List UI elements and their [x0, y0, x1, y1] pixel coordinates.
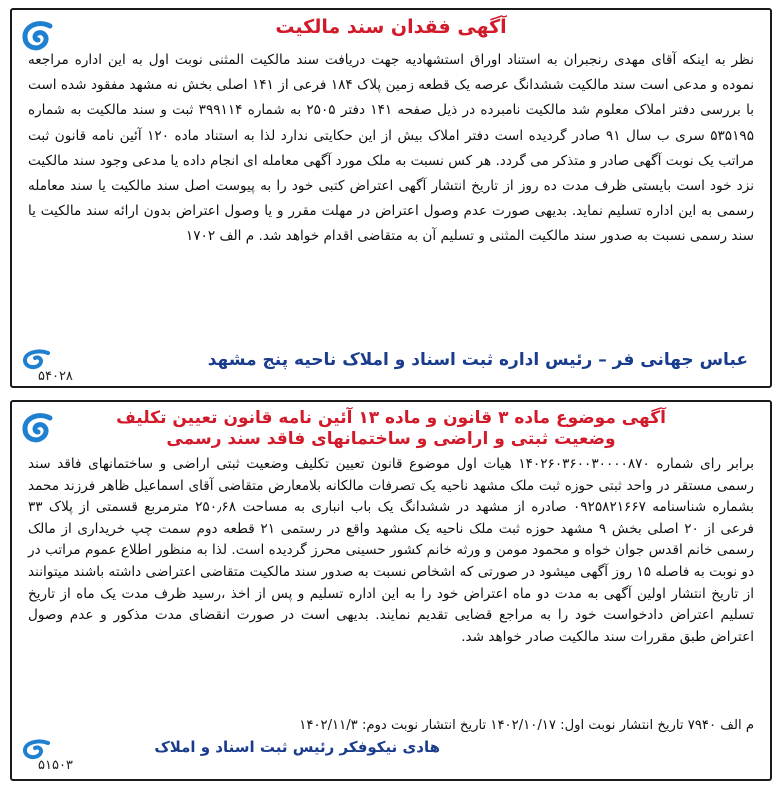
- notice2-title: [72, 408, 710, 450]
- notice1-body: نظر به اینکه آقای مهدی رنجبران به استناد اوراق استشهادیه جهت دریافت سند مالکیت المثنی نوبت اول به این اداره مراجعه نموده و مدعی است سند مالکیت ششدانگ عرصه یک قطعه زمین پلاک ۱۸۴ فرعی از ۱۴۱ اصلی بخش نه مشهد مفقود شده است با بررسی دفتر املاک معلوم شد مالکیت نامبرده در ذیل صفحه ۱۴۱ دفتر ۲۵۰۵ به شماره ۳۹۹۱۱۴ ثبت و سند مالکیت به شماره ۵۳۵۱۹۵ سری ب سال ۹۱ صادر گردیده است دفتر املاک بیش از این حکایتی ندارد لذا به استناد ماده ۱۲۰ آئین نامه قانون ثبت مراتب یک نوبت آگهی صادر و متذکر می گردد. هر کس نسبت به ملک مورد آگهی معامله ای انجام داده یا مدعی وجود سند مالکیت نزد خود است بایستی ظرف مدت ده روز از تاریخ انتشار آگهی اعتراض کتبی خود را به پیوست اصل سند مالکیت یا سند معامله رسمی به این اداره تسلیم نماید. بدیهی صورت عدم وصول اعتراض در مهلت مقرر و یا وصول اعتراض بدون ارائه سند مالکیت یا سند رسمی نسبت به صدور سند مالکیت المثنی و تسلیم آن به متقاضی اقدام خواهد شد. م الف ۱۷۰۲: [28, 52, 755, 245]
- notice1-signature: عباس جهانی فر – رئیس اداره ثبت اسناد و املاک ناحیه پنج مشهد: [207, 350, 748, 370]
- notice2-body: برابر رای شماره ۱۴۰۲۶۰۳۶۰۰۳۰۰۰۰۸۷۰ هیات اول موضوع قانون تعیین تکلیف وضعیت ثبتی اراضی و ساختمانهای فاقد سند رسمی مستقر در واحد ثبتی حوزه ثبت ملک مشهد ناحیه یک تصرفات مالکانه بلامعارض متقاضی آقای اسماعیل ظاهر فرزند محمد بشماره شناسنامه ۰۹۲۵۸۲۱۶۶۷ صادره از مشهد در ششدانگ یک باب انباری به مساحت ۲۵۰٫۶۸ مترمربع قسمتی از پلاک ۳۳ فرعی از ۲۰ اصلی بخش ۹ مشهد حوزه ثبت ملک ناحیه یک مشهد واقع در رستمی ۲۱ قطعه دوم سمت چپ خریداری از مالک رسمی خانم اقدس جوان خواه و محمود مومن و ورثه خانم کشور حسینی محرز گردیده است. لذا به منظور اطلاع عموم مراتب در دو نوبت به فاصله ۱۵ روز آگهی میشود در صورتی که اشخاص نسبت به صدور سند مالکیت متقاضی اعتراضی داشته باشند میتوانند از تاریخ انتشار اولین آگهی به مدت دو ماه اعتراض خود را به این اداره تسلیم و پس از اخذ ،رسید ظرف مدت یک ماه از تاریخ تسلیم اعتراض دادخواست خود را به مراجع قضایی تقدیم نمایند. بدیهی است در صورت انقضای مدت مذکور و عدم وصول اعتراض طبق مقررات سند مالکیت صادر خواهد شد.: [28, 456, 755, 645]
- notice1-code: ۵۴۰۲۸: [38, 369, 73, 384]
- notice2-signature: هادی نیکوفکر رئیس ثبت اسناد و املاک: [154, 738, 440, 756]
- notice2-title-line2: وضعیت ثبتی و اراضی و ساختمانهای فاقد سند رسمی: [166, 429, 616, 449]
- notice1-title: آگهی فقدان سند مالکیت: [275, 16, 507, 38]
- notice2-title-line1: آگهی موضوع ماده ۳ قانون و ماده ۱۳ آئین نامه قانون تعیین تکلیف: [116, 408, 666, 428]
- notice2-dates: م الف ۷۹۴۰ تاریخ انتشار نوبت اول: ۱۴۰۲/۱۰/۱۷ تاریخ انتشار نوبت دوم: ۱۴۰۲/۱۱/۳: [299, 718, 754, 733]
- notice-registration-status: [10, 400, 772, 781]
- notice2-code: ۵۱۵۰۳: [38, 758, 73, 773]
- notice-loss-of-title-deed: [10, 8, 772, 388]
- swirl-ornament-icon: [20, 349, 52, 371]
- swirl-ornament-icon: [20, 410, 56, 446]
